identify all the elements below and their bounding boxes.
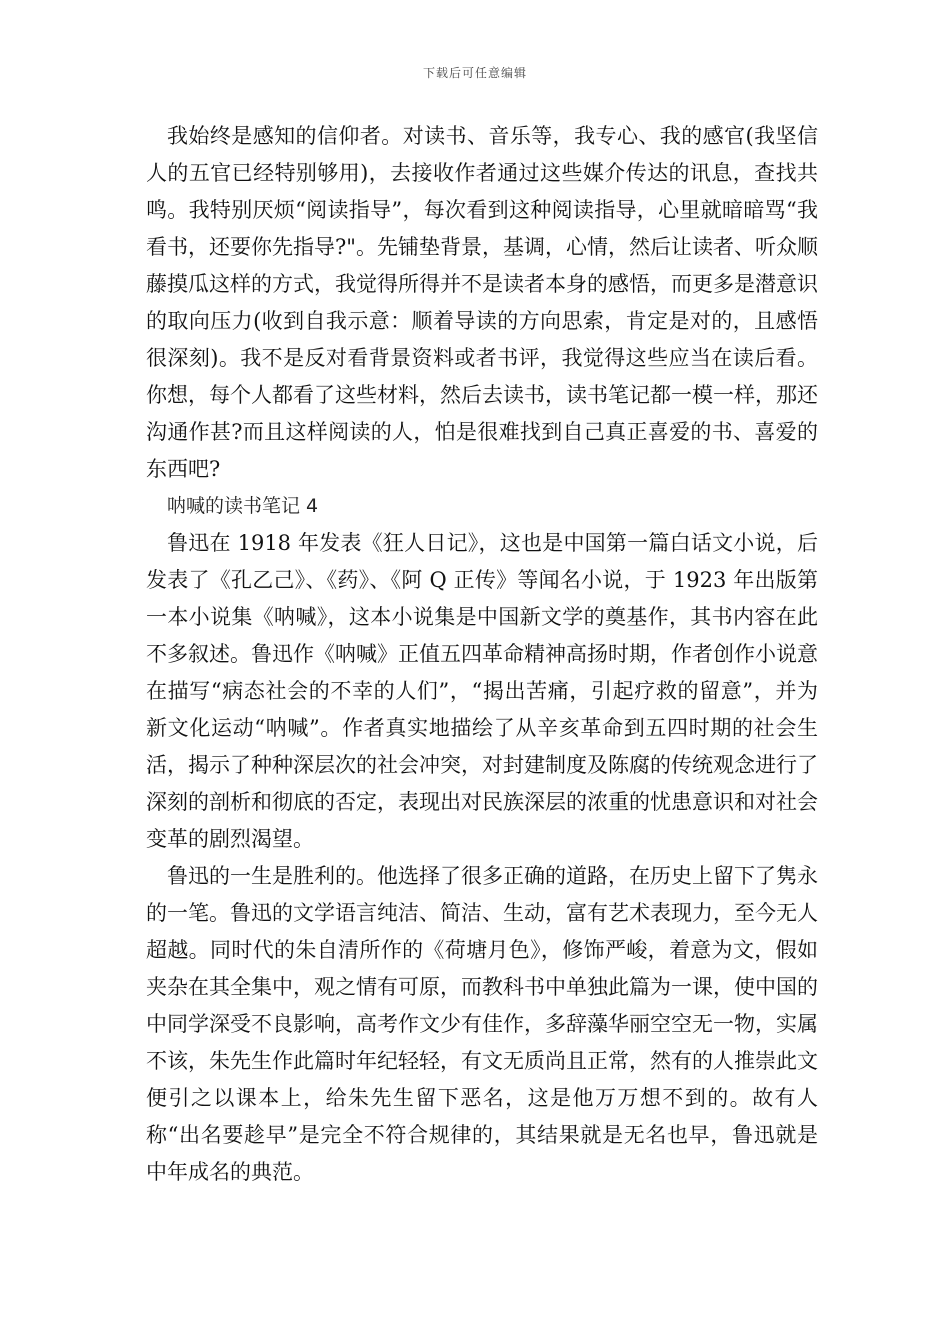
page-header-note: 下载后可任意编辑 (422, 66, 527, 80)
section-heading: 呐喊的读书笔记 4 (167, 495, 319, 517)
paragraph-reading-perception: 我始终是感知的信仰者。对读书、音乐等，我专心、我的感官(我坚信人的五官已经特别够用)，去接收作者通过这些媒介传达的讯息，查找共鸣。我特别厌烦“阅读指导”，每次看到这种阅读指导，心里就暗暗骂“我看书，还要你先指导?"。先铺垫背景，基调，心情，然后让读者、听众顺藤摸瓜这样的方式，我觉得所得并不是读者本身的感悟，而更多是潜意识的取向压力(收到自我示意：顺着导读的方向思索，肯定是对的，且感悟很深刻)。我不是反对看背景资料或者书评，我觉得这些应当在读后看。你想，每个人都看了这些材料，然后去读书，读书笔记都一模一样，那还沟通作甚?而且这样阅读的人，怕是很难找到自己真正喜爱的书、喜爱的东西吧? (146, 124, 818, 481)
paragraph-luxun-life: 鲁迅的一生是胜利的。他选择了很多正确的道路，在历史上留下了隽永的一笔。鲁迅的文学语言纯洁、简洁、生动，富有艺术表现力，至今无人超越。同时代的朱自清所作的《荷塘月色》，修饰严峻，着意为文，假如夹杂在其全集中，观之情有可原，而教科书中单独此篇为一课，使中国的中同学深受不良影响，高考作文少有佳作，多辞藻华丽空空无一物，实属不该，朱先生作此篇时年纪轻轻，有文无质尚且正常，然有的人推崇此文便引之以课本上，给朱先生留下恶名，这是他万万想不到的。故有人称“出名要趁早”是完全不符合规律的，其结果就是无名也早，鲁迅就是中年成名的典范。 (146, 864, 818, 1184)
paragraph-nahan-intro: 鲁迅在 1918 年发表《狂人日记》，这也是中国第一篇白话文小说，后发表了《孔乙己》、《药》、《阿 Q 正传》等闻名小说，于 1923 年出版第一本小说集《呐喊》，这本小说集是中国新文学的奠基作，其书内容在此不多叙述。鲁迅作《呐喊》正值五四革命精神高扬时期，作者创作小说意在描写“病态社会的不幸的人们”，“揭出苦痛，引起疗救的留意”，并为新文化运动“呐喊”。作者真实地描绘了从辛亥革命到五四时期的社会生活，揭示了种种深层次的社会冲突，对封建制度及陈腐的传统观念进行了深刻的剖析和彻底的否定，表现出对民族深层的浓重的忧患意识和对社会变革的剧烈渴望。 (146, 531, 818, 851)
document-body (146, 118, 818, 1191)
